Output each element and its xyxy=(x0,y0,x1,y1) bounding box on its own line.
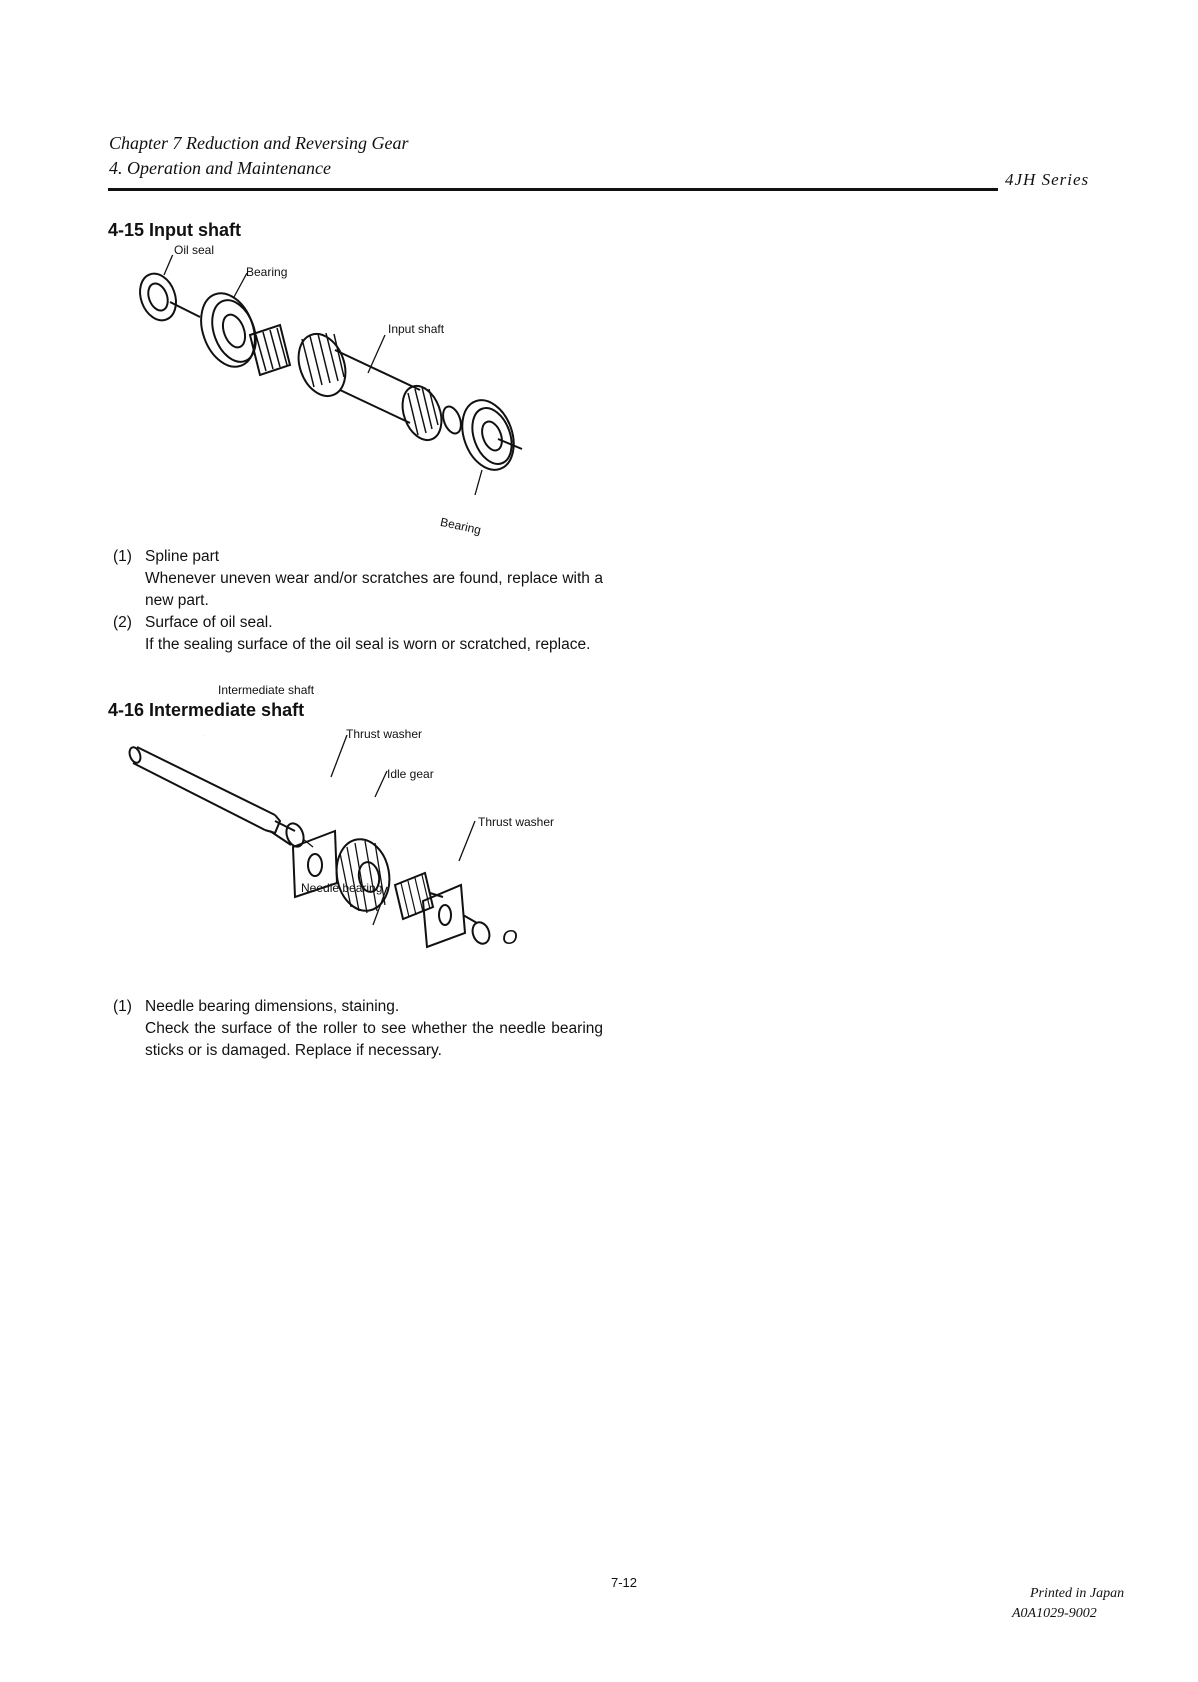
item-description: Whenever uneven wear and/or scratches are found, replace with a new part. xyxy=(145,570,603,609)
page-number: 7-12 xyxy=(611,1575,638,1590)
idle-gear-label: Idle gear xyxy=(387,767,434,781)
item-title: Surface of oil seal. xyxy=(145,614,273,631)
oil-seal-label: Oil seal xyxy=(174,243,215,257)
document-id: A0A1029-9002 xyxy=(1012,1606,1097,1621)
list-item xyxy=(113,996,603,1062)
intermediate-shaft-illustration xyxy=(125,735,645,985)
item-number: (2) xyxy=(113,614,132,631)
series-label: 4JH Series xyxy=(1005,170,1090,189)
item-title: Needle bearing dimensions, staining. xyxy=(145,998,400,1015)
needle-bearing-label: Needle bearing xyxy=(301,881,383,895)
intermediate-shaft-checklist xyxy=(113,996,603,1062)
header-rule xyxy=(108,188,998,191)
printed-in-label: Printed in Japan xyxy=(1030,1586,1125,1601)
input-shaft-heading: 4-15 Input shaft xyxy=(108,220,242,240)
section-title: 4. Operation and Maintenance xyxy=(109,158,331,178)
input-shaft-label: Input shaft xyxy=(388,322,445,336)
intermediate-shaft-label: Intermediate shaft xyxy=(218,683,315,697)
item-number: (1) xyxy=(113,998,132,1015)
list-item xyxy=(113,612,603,656)
item-title: Spline part xyxy=(145,548,220,565)
bearing-bottom-label: Bearing xyxy=(438,514,483,538)
item-number: (1) xyxy=(113,548,132,565)
o-ring-label: O xyxy=(502,927,518,949)
intermediate-shaft-heading: 4-16 Intermediate shaft xyxy=(108,700,305,720)
chapter-title: Chapter 7 Reduction and Reversing Gear xyxy=(109,133,409,153)
item-description: Check the surface of the roller to see whether the needle bearing sticks or is damaged. Replace if necessary. xyxy=(145,1020,603,1059)
bearing-top-label: Bearing xyxy=(246,265,288,279)
input-shaft-figure xyxy=(130,243,600,545)
input-shaft-checklist xyxy=(113,546,603,656)
input-shaft-illustration xyxy=(130,255,600,545)
thrust-washer-1-label: Thrust washer xyxy=(346,727,423,741)
item-description: If the sealing surface of the oil seal is worn or scratched, replace. xyxy=(145,636,591,653)
thrust-washer-2-label: Thrust washer xyxy=(478,815,555,829)
list-item xyxy=(113,546,603,612)
